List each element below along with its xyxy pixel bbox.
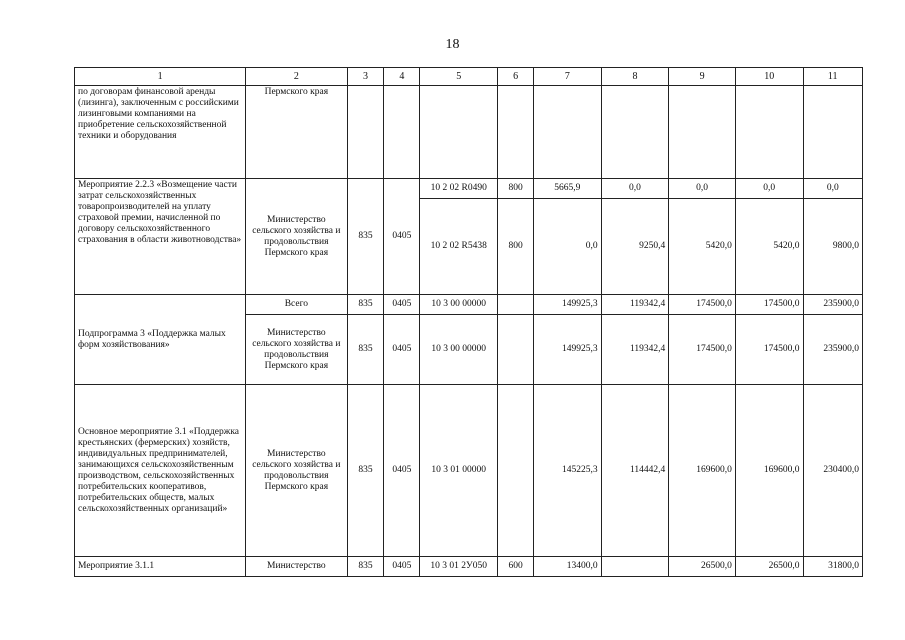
cell-c5: 10 2 02 R0490 — [420, 179, 498, 199]
cell-c3: 835 — [347, 295, 384, 315]
row-name: Подпрограмма 3 «Поддержка малых форм хозяйствования» — [75, 295, 246, 385]
cell-c8: 0,0 — [601, 179, 669, 199]
cell-c7: 145225,3 — [534, 385, 602, 557]
header-cell: 6 — [498, 68, 534, 86]
header-cell: 7 — [534, 68, 602, 86]
cell-c10: 5420,0 — [735, 199, 803, 295]
header-cell: 8 — [601, 68, 669, 86]
cell-c3: 835 — [347, 557, 384, 577]
row-name: Мероприятие 2.2.3 «Возмещение части затрат сельскохозяйственных товаропроизводителей на уплату страховой премии, начисленной по договору сельскохозяйственного страхования в области животноводства» — [75, 179, 246, 295]
cell-c6 — [498, 295, 534, 315]
cell-c9: 169600,0 — [669, 385, 736, 557]
cell-c11: 235900,0 — [803, 315, 863, 385]
row-executor: Всего — [246, 295, 347, 315]
cell-c5: 10 3 01 2У050 — [420, 557, 498, 577]
header-row — [75, 68, 863, 86]
header-cell: 1 — [75, 68, 246, 86]
header-cell: 5 — [420, 68, 498, 86]
cell-c6 — [498, 315, 534, 385]
header-cell: 3 — [347, 68, 384, 86]
row-name: Основное мероприятие 3.1 «Поддержка крестьянских (фермерских) хозяйств, индивидуальных предпринимателей, занимающихся сельскохозяйственным производством, сельскохозяйственных потребительских кооперативов, потребительских обществ, малых сельскохозяйственных организаций» — [75, 385, 246, 557]
header-cell: 4 — [384, 68, 420, 86]
table-row — [75, 179, 863, 199]
cell-c8: 9250,4 — [601, 199, 669, 295]
cell-c9: 0,0 — [669, 179, 736, 199]
row-executor: Министерство сельского хозяйства и продовольствия Пермского края — [246, 385, 347, 557]
header-cell: 2 — [246, 68, 347, 86]
header-cell: 10 — [735, 68, 803, 86]
cell-c11: 31800,0 — [803, 557, 863, 577]
cell-c9: 26500,0 — [669, 557, 736, 577]
cell-c10: 169600,0 — [735, 385, 803, 557]
cell-c4: 0405 — [384, 385, 420, 557]
cell-c6: 800 — [498, 199, 534, 295]
cell-c5: 10 3 00 00000 — [420, 295, 498, 315]
table-row — [75, 385, 863, 557]
table-row — [75, 86, 863, 179]
cell-c11: 235900,0 — [803, 295, 863, 315]
cell-c6: 800 — [498, 179, 534, 199]
budget-table — [74, 67, 863, 577]
cell-c10: 0,0 — [735, 179, 803, 199]
cell-c4: 0405 — [384, 315, 420, 385]
cell-c11: 0,0 — [803, 179, 863, 199]
cell-c6: 600 — [498, 557, 534, 577]
cell-c5: 10 2 02 R5438 — [420, 199, 498, 295]
cell-c11: 9800,0 — [803, 199, 863, 295]
row-executor: Пермского края — [246, 86, 347, 179]
cell-c5: 10 3 01 00000 — [420, 385, 498, 557]
row-executor: Министерство — [246, 557, 347, 577]
cell-c4: 0405 — [384, 295, 420, 315]
cell-c7: 149925,3 — [534, 295, 602, 315]
cell-c9: 174500,0 — [669, 295, 736, 315]
row-executor: Министерство сельского хозяйства и продовольствия Пермского края — [246, 179, 347, 295]
cell-c11: 230400,0 — [803, 385, 863, 557]
cell-c10: 174500,0 — [735, 315, 803, 385]
table-row — [75, 557, 863, 577]
cell-c7: 5665,9 — [534, 179, 602, 199]
cell-c7: 0,0 — [534, 199, 602, 295]
cell-c7: 149925,3 — [534, 315, 602, 385]
cell-c8: 114442,4 — [601, 385, 669, 557]
cell-c10: 174500,0 — [735, 295, 803, 315]
cell-c9: 5420,0 — [669, 199, 736, 295]
header-cell: 11 — [803, 68, 863, 86]
row-name: Мероприятие 3.1.1 — [75, 557, 246, 577]
cell-c5: 10 3 00 00000 — [420, 315, 498, 385]
cell-c10: 26500,0 — [735, 557, 803, 577]
cell-c3: 835 — [347, 179, 384, 295]
cell-c6 — [498, 385, 534, 557]
cell-c8: 119342,4 — [601, 295, 669, 315]
cell-c4: 0405 — [384, 179, 420, 295]
cell-c7: 13400,0 — [534, 557, 602, 577]
page-number: 18 — [445, 37, 460, 52]
cell-c9: 174500,0 — [669, 315, 736, 385]
row-name: по договорам финансовой аренды (лизинга), заключенным с российскими лизинговыми компаниями на приобретение сельскохозяйственной техники и оборудования — [75, 86, 246, 179]
cell-c8: 119342,4 — [601, 315, 669, 385]
cell-c4: 0405 — [384, 557, 420, 577]
cell-c3: 835 — [347, 315, 384, 385]
table-row — [75, 295, 863, 315]
cell-c8 — [601, 557, 669, 577]
row-executor: Министерство сельского хозяйства и продовольствия Пермского края — [246, 315, 347, 385]
header-cell: 9 — [669, 68, 736, 86]
cell-c3: 835 — [347, 385, 384, 557]
